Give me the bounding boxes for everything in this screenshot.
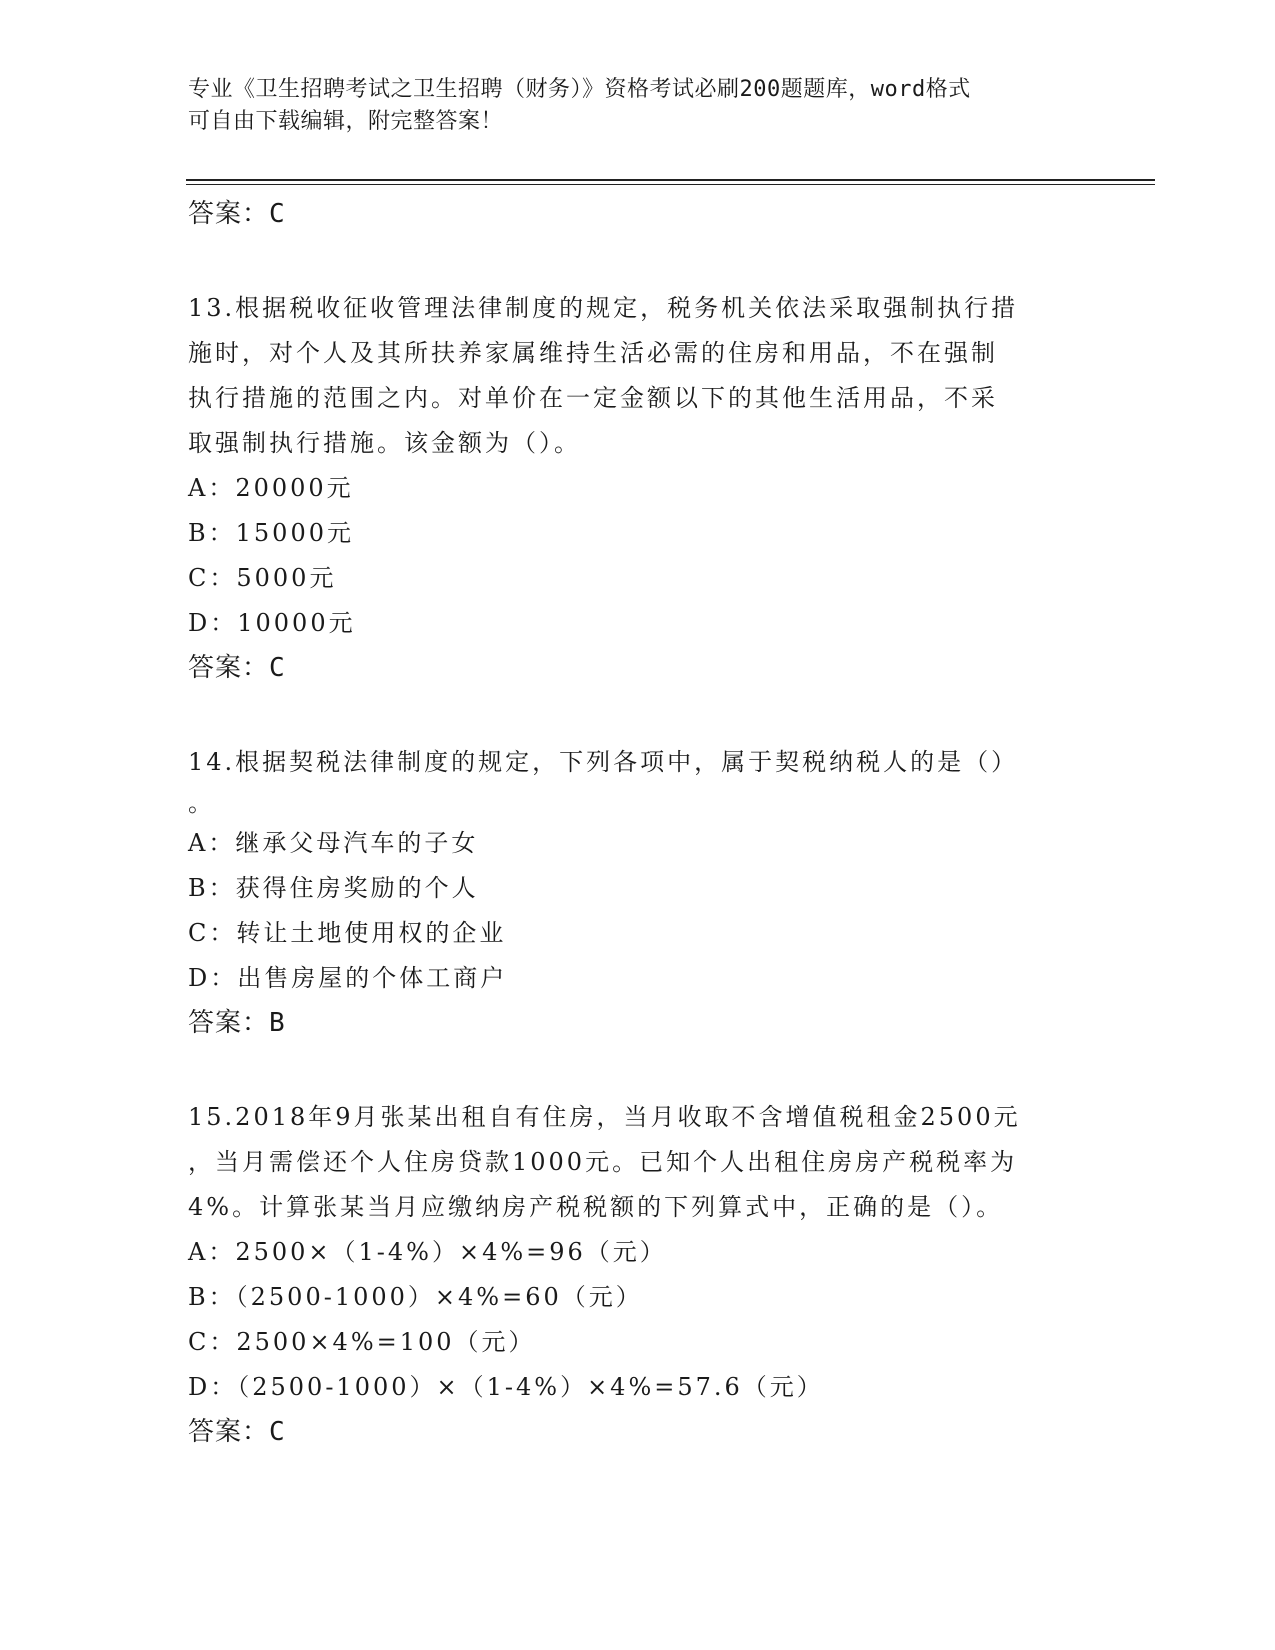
- answer-value: C: [269, 653, 286, 683]
- question-stem-line: 13.根据税收征收管理法律制度的规定，税务机关依法采取强制执行措: [188, 294, 1019, 322]
- answer-label: 答案：: [188, 199, 270, 229]
- option-d: D：出售房屋的个体工商户: [188, 964, 508, 992]
- header-rule-thick: [186, 179, 1155, 181]
- answer-value: C: [269, 1417, 286, 1447]
- option-c: C：5000元: [188, 564, 337, 592]
- question-list: [188, 192, 1088, 1454]
- option-d: D：（2500-1000）×（1-4%）×4%=57.6（元）: [188, 1373, 824, 1401]
- answer-line: [188, 646, 1088, 690]
- answer-value: C: [269, 199, 286, 229]
- question-stem-line: 取强制执行措施。该金额为（）。: [188, 429, 581, 457]
- question-stem-line: 执行措施的范围之内。对单价在一定金额以下的其他生活用品，不采: [188, 384, 998, 412]
- header-line-1: 专业《卫生招聘考试之卫生招聘（财务）》资格考试必刷200题题库，word格式: [188, 77, 971, 102]
- question-stem-line: 4%。计算张某当月应缴纳房产税税额的下列算式中，正确的是（）。: [188, 1193, 1004, 1221]
- answer-label: 答案：: [188, 1008, 270, 1038]
- option-d: D：10000元: [188, 609, 356, 637]
- option-c: C：2500×4%=100（元）: [188, 1328, 536, 1356]
- option-b: B：（2500-1000）×4%=60（元）: [188, 1283, 643, 1311]
- answer-label: 答案：: [188, 1417, 270, 1447]
- question-13: [188, 286, 1088, 690]
- header-line-2: 可自由下载编辑，附完整答案！: [188, 109, 504, 134]
- question-stem-line: 。: [188, 789, 215, 817]
- question-15: [188, 1095, 1088, 1454]
- answer-line: [188, 1410, 1088, 1454]
- option-a: A：继承父母汽车的子女: [188, 829, 479, 857]
- question-14: [188, 740, 1088, 1045]
- question-stem-line: 14.根据契税法律制度的规定，下列各项中，属于契税纳税人的是（）: [188, 748, 1019, 776]
- answer-line: [188, 1001, 1088, 1045]
- option-b: B：15000元: [188, 519, 354, 547]
- question-stem-line: 施时，对个人及其所扶养家属维持生活必需的住房和用品，不在强制: [188, 339, 998, 367]
- answer-label: 答案：: [188, 653, 270, 683]
- option-a: A：20000元: [188, 474, 354, 502]
- question-stem-line: ，当月需偿还个人住房贷款1000元。已知个人出租住房房产税税率为: [188, 1148, 1018, 1176]
- answer-line: [188, 192, 1088, 236]
- option-b: B：获得住房奖励的个人: [188, 874, 479, 902]
- question-stem-line: 15.2018年9月张某出租自有住房，当月收取不含增值税租金2500元: [188, 1103, 1021, 1131]
- option-c: C：转让土地使用权的企业: [188, 919, 507, 947]
- answer-value: B: [269, 1008, 286, 1038]
- page-header: [188, 74, 1088, 138]
- header-rule-thin: [186, 184, 1155, 185]
- option-a: A：2500×（1-4%）×4%=96（元）: [188, 1238, 667, 1266]
